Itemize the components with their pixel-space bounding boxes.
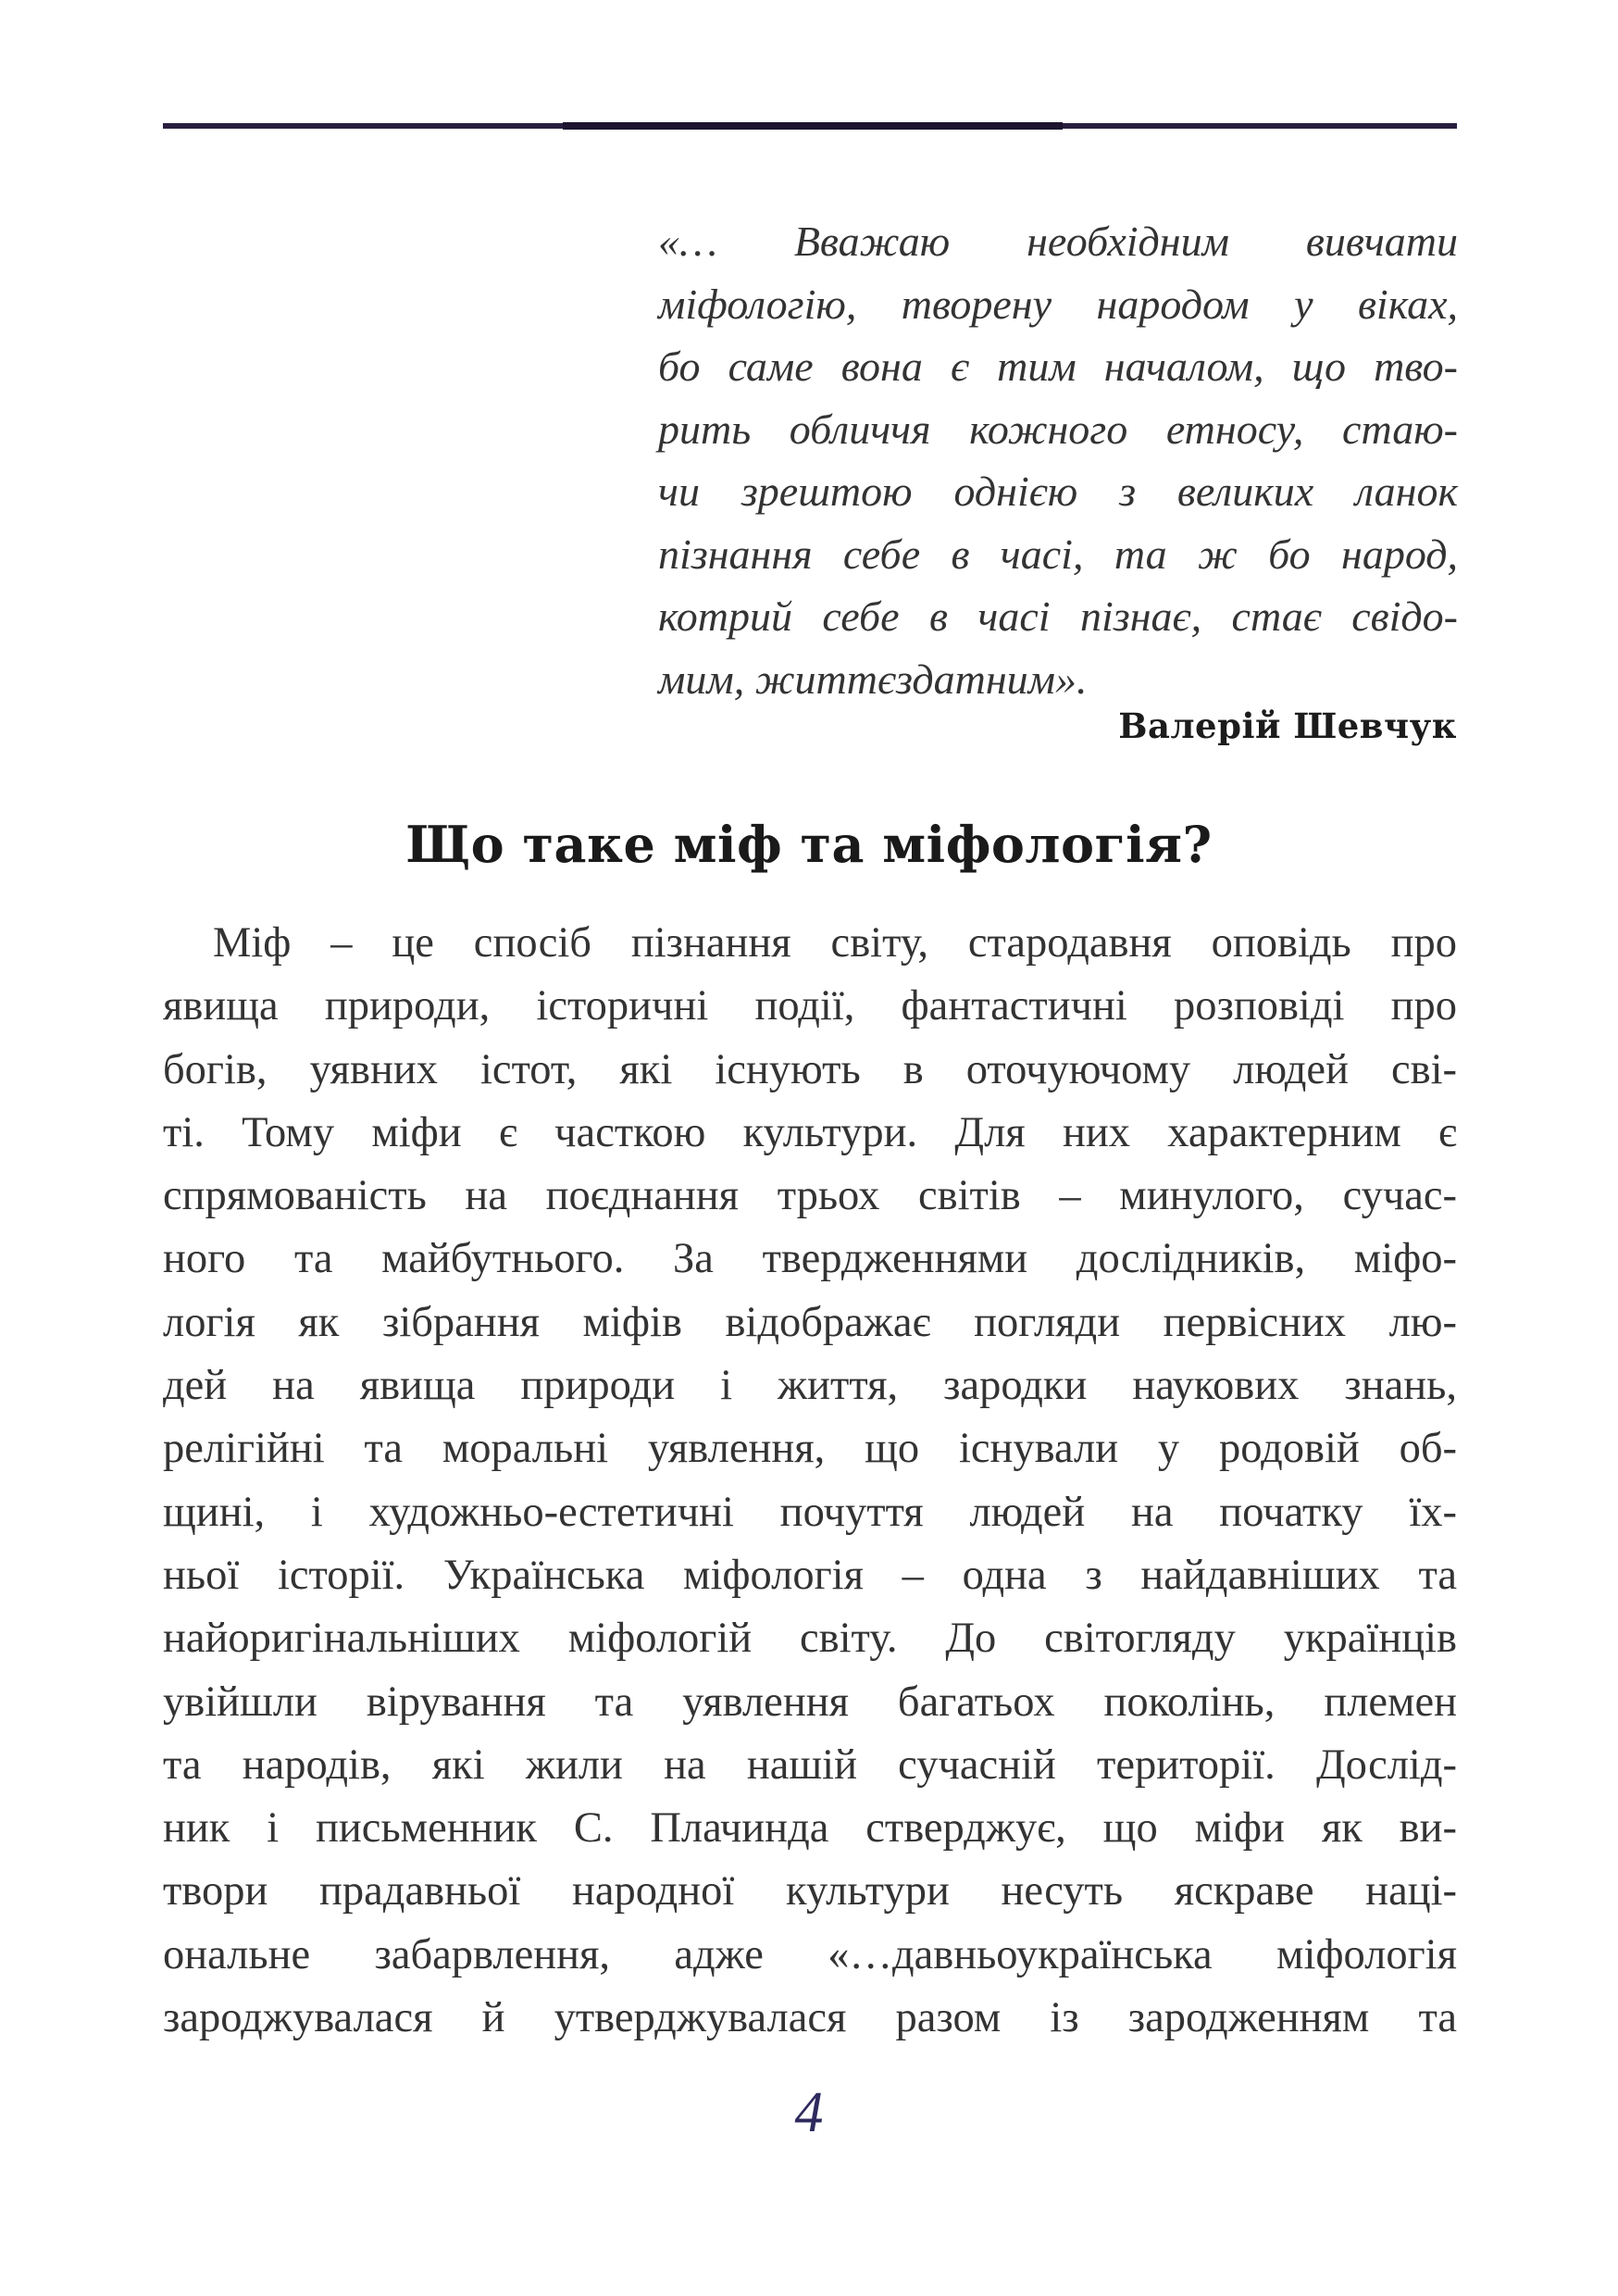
page-number: 4 — [794, 2081, 824, 2144]
header-rule — [163, 123, 1457, 129]
epigraph-line: бо саме вона є тим началом, що тво- — [658, 343, 1458, 390]
section-heading: Що таке міф та міфологія? — [405, 815, 1213, 874]
body-line: ті. Тому міфи є часткою культури. Для них характерним є — [163, 1108, 1457, 1156]
epigraph-author: Валерій Шевчук — [1118, 705, 1457, 746]
body-line: логія як зібрання міфів відображає погляди первісних лю- — [163, 1298, 1457, 1346]
body-line: богів, уявних істот, які існують в оточуючому людей сві- — [163, 1045, 1457, 1093]
body-line: щині, і художньо-естетичні почуття людей на початку їх- — [163, 1488, 1457, 1536]
body-line: явища природи, історичні події, фантастичні розповіді про — [163, 982, 1457, 1030]
body-line: Міф – це спосіб пізнання світу, стародавня оповідь про — [213, 919, 1457, 967]
body-line: зароджувалася й утверджувалася разом із зародженням та — [163, 1994, 1457, 2042]
epigraph-line: рить обличчя кожного етносу, стаю- — [658, 405, 1458, 453]
epigraph-line: котрий себе в часі пізнає, стає свідо- — [658, 593, 1458, 640]
epigraph-line: міфологію, творену народом у віках, — [658, 280, 1458, 328]
body-line: ональне забарвлення, адже «…давньоукраїнська міфологія — [163, 1930, 1457, 1978]
body-line: твори прадавньої народної культури несуть яскраве наці- — [163, 1867, 1457, 1915]
epigraph-line: «… Вважаю необхідним вивчати — [658, 218, 1458, 265]
body-paragraph — [163, 912, 1457, 2050]
body-line: увійшли вірування та уявлення багатьох поколінь, племен — [163, 1678, 1457, 1726]
epigraph-line: мим, життєздатним». — [658, 655, 1088, 703]
body-line: дей на явища природи і життя, зародки наукових знань, — [163, 1362, 1457, 1410]
body-line: релігійні та моральні уявлення, що існували у родовій об- — [163, 1425, 1457, 1473]
epigraph-line: чи зрештою однією з великих ланок — [658, 468, 1458, 515]
body-line: найоригінальніших міфологій світу. До світогляду українців — [163, 1615, 1457, 1663]
epigraph-line: пізнання себе в часі, та ж бо народ, — [658, 530, 1458, 578]
body-line: ник і письменник С. Плачинда стверджує, що міфи як ви- — [163, 1804, 1457, 1853]
body-line: ньої історії. Українська міфологія – одна з найдавніших та — [163, 1551, 1457, 1599]
body-line: та народів, які жили на нашій сучасній території. Дослід- — [163, 1741, 1457, 1789]
epigraph-quote — [658, 210, 1458, 710]
body-line: спрямованість на поєднання трьох світів – минулого, сучас- — [163, 1172, 1457, 1220]
body-line: ного та майбутнього. За твердженнями дослідників, міфо- — [163, 1235, 1457, 1283]
